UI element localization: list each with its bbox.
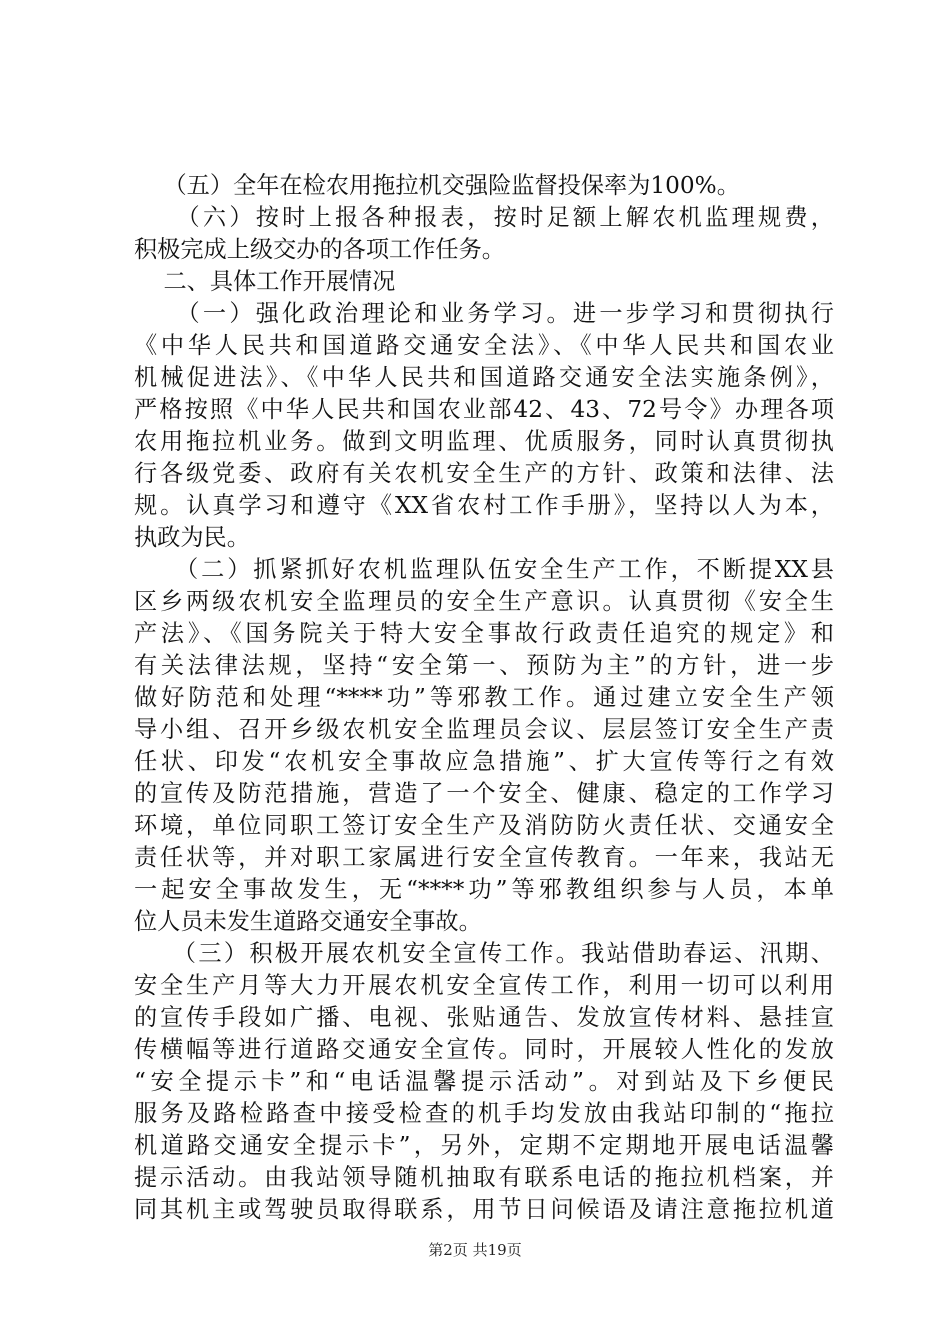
text-line: 积极完成上级交办的各项工作任务。 bbox=[134, 236, 505, 263]
text-line: 一起安全事故发生，无“****功”等邪教组织参与人员，本单 bbox=[134, 876, 834, 903]
text-line: 农用拖拉机业务。做到文明监理、优质服务，同时认真贯彻执 bbox=[134, 428, 834, 455]
text-line: 二、具体工作开展情况 bbox=[134, 268, 396, 295]
text-line: （六）按时上报各种报表，按时足额上解农机监理规费， bbox=[134, 204, 834, 231]
text-line: 有关法律法规，坚持“安全第一、预防为主”的方针，进一步 bbox=[134, 652, 834, 679]
text-line: 服务及路检路查中接受检查的机手均发放由我站印制的“拖拉 bbox=[134, 1100, 834, 1127]
text-line: 传横幅等进行道路交通安全宣传。同时，开展较人性化的发放 bbox=[134, 1036, 834, 1063]
text-line: 安全生产月等大力开展农机安全宣传工作，利用一切可以利用 bbox=[134, 972, 834, 999]
text-line: 位人员未发生道路交通安全事故。 bbox=[134, 908, 482, 935]
text-line: 责任状等，并对职工家属进行安全宣传教育。一年来，我站无 bbox=[134, 844, 834, 871]
text-line: 做好防范和处理“****功”等邪教工作。通过建立安全生产领 bbox=[134, 684, 834, 711]
text-line: （二）抓紧抓好农机监理队伍安全生产工作，不断提XX县 bbox=[134, 556, 834, 583]
document-body bbox=[134, 170, 834, 1226]
text-line: 《中华人民共和国道路交通安全法》、《中华人民共和国农业 bbox=[134, 332, 834, 359]
page-footer: 第2页 共19页 bbox=[428, 1241, 522, 1259]
text-line: 行各级党委、政府有关农机安全生产的方针、政策和法律、法 bbox=[134, 460, 834, 487]
text-line: 机道路交通安全提示卡”，另外，定期不定期地开展电话温馨 bbox=[134, 1132, 834, 1159]
text-line: （五）全年在检农用拖拉机交强险监督投保率为100%。 bbox=[134, 172, 740, 199]
text-line: 提示活动。由我站领导随机抽取有联系电话的拖拉机档案，并 bbox=[134, 1164, 834, 1191]
text-line: 环境，单位同职工签订安全生产及消防防火责任状、交通安全 bbox=[134, 812, 834, 839]
text-line: （三）积极开展农机安全宣传工作。我站借助春运、汛期、 bbox=[134, 940, 834, 967]
text-line: 的宣传及防范措施，营造了一个安全、健康、稳定的工作学习 bbox=[134, 780, 834, 807]
text-line: 同其机主或驾驶员取得联系，用节日问候语及请注意拖拉机道 bbox=[134, 1196, 834, 1223]
text-line: 执政为民。 bbox=[134, 524, 250, 551]
text-line: 产法》、《国务院关于特大安全事故行政责任追究的规定》和 bbox=[134, 620, 834, 647]
text-line: 区乡两级农机安全监理员的安全生产意识。认真贯彻《安全生 bbox=[134, 588, 834, 615]
text-line: 的宣传手段如广播、电视、张贴通告、发放宣传材料、悬挂宣 bbox=[134, 1004, 834, 1031]
text-line: “安全提示卡”和“电话温馨提示活动”。对到站及下乡便民 bbox=[134, 1068, 834, 1095]
text-line: 规。认真学习和遵守《XX省农村工作手册》，坚持以人为本， bbox=[134, 492, 834, 519]
text-line: 严格按照《中华人民共和国农业部42、43、72号令》办理各项 bbox=[134, 396, 834, 423]
text-line: 机械促进法》、《中华人民共和国道路交通安全法实施条例》， bbox=[134, 364, 834, 391]
text-line: （一）强化政治理论和业务学习。进一步学习和贯彻执行 bbox=[134, 300, 834, 327]
text-line: 导小组、召开乡级农机安全监理员会议、层层签订安全生产责 bbox=[134, 716, 834, 743]
text-line: 任状、印发“农机安全事故应急措施”、扩大宣传等行之有效 bbox=[134, 748, 834, 775]
